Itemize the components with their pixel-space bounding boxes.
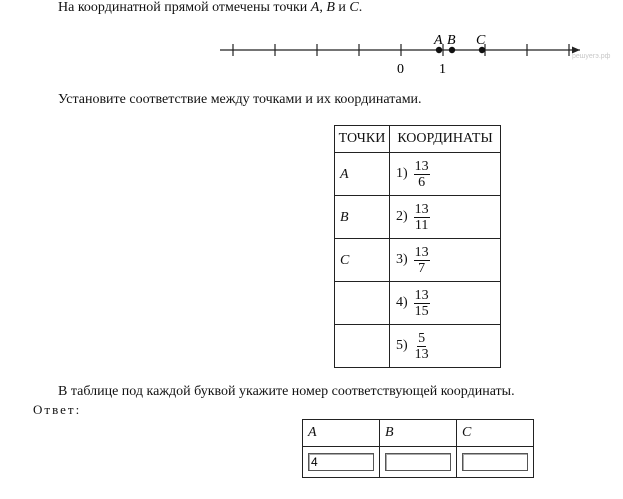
point-cell [335,325,389,339]
matching-table-header [335,126,501,153]
label-c: C [476,33,486,48]
task-point-a: A [310,0,320,15]
point-cell: C [340,253,350,268]
answer-input-row [303,447,534,478]
point-cell: B [340,210,349,225]
watermark: решуегэ.рф [572,53,611,60]
point-cell: A [340,167,349,182]
table-row [335,325,501,368]
fraction: $\frac{13}{11}$ [414,201,429,233]
fraction: $\frac{13}{15}$ [414,287,429,319]
instruction: Установите соответствие между точками и их координатами. [58,92,422,107]
task-point-b: B [326,0,335,15]
coordinate-option: 5) $\frac{5}{13}$ [396,330,429,362]
answer-header-c: C [457,420,534,447]
matching-table [334,125,501,368]
table-row [335,196,501,239]
task-statement: На координатной прямой отмечены точки A, B и C. [58,0,363,15]
table-row [335,282,501,325]
fraction: $\frac{13}{7}$ [414,244,429,276]
coordinate-option: 3) $\frac{13}{7}$ [396,244,429,276]
answer-header-a: A [303,420,380,447]
answer-label: Ответ: [33,402,82,417]
label-b: B [447,33,456,48]
answer-header-row [303,420,534,447]
task-point-c: C [349,0,359,15]
coordinate-option: 4) $\frac{13}{15}$ [396,287,429,319]
fraction: $\frac{13}{6}$ [414,158,429,190]
task-intro: На координатной прямой отмечены точки [58,0,308,15]
label-a: A [434,33,443,48]
coordinate-option: 1) $\frac{13}{6}$ [396,158,429,190]
label-one: 1 [439,62,446,77]
answer-input-b[interactable] [385,453,451,471]
header-points: ТОЧКИ [335,126,390,153]
answer-input-a[interactable] [308,453,374,471]
point-cell [335,282,389,296]
table-row [335,239,501,282]
answer-header-b: B [380,420,457,447]
header-coordinates: КООРДИНАТЫ [390,126,501,153]
answer-input-c[interactable] [462,453,528,471]
answer-table [302,419,534,478]
fill-instruction: В таблице под каждой буквой укажите номер соответствующей координаты. [58,384,515,399]
label-zero: 0 [397,62,404,77]
fraction: $\frac{5}{13}$ [414,330,429,362]
table-row [335,153,501,196]
coordinate-option: 2) $\frac{13}{11}$ [396,201,429,233]
number-line [0,0,623,80]
